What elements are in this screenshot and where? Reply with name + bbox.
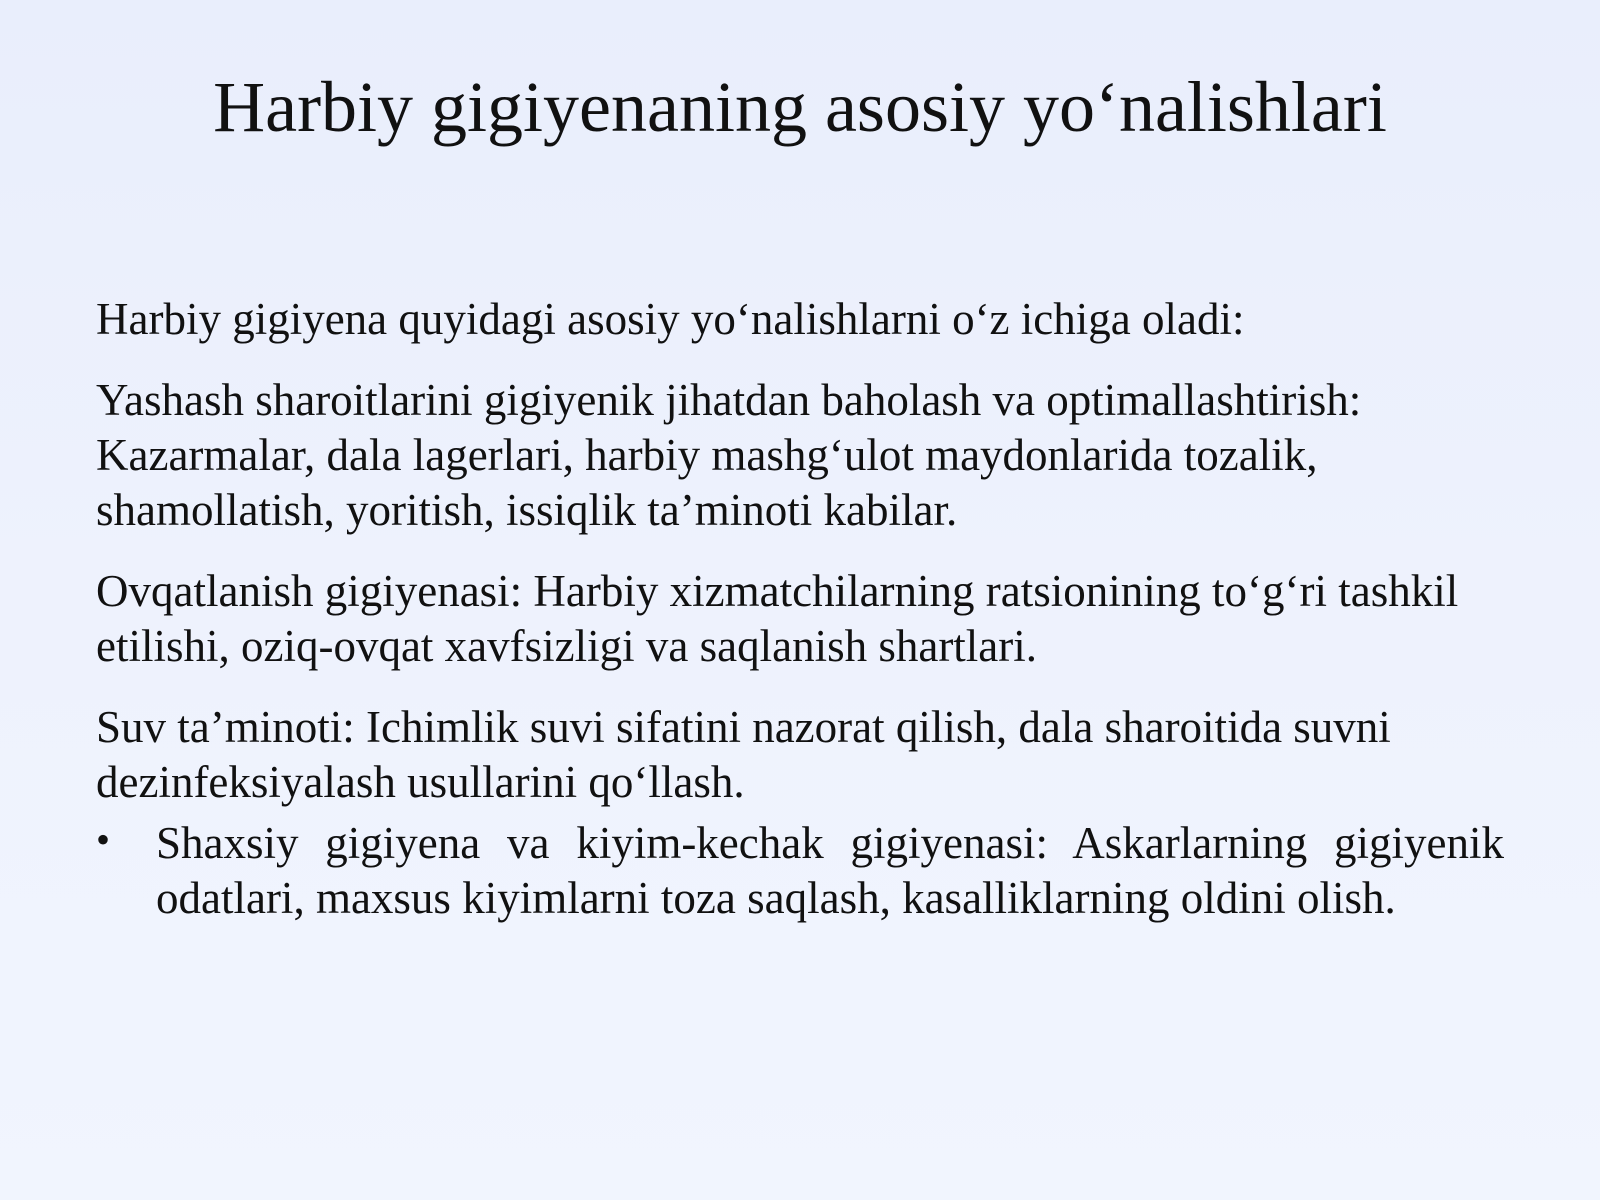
slide-title: Harbiy gigiyenaning asosiy yo‘nalishlari xyxy=(213,67,1387,147)
personal-hygiene-bullet-text: Shaxsiy gigiyena va kiyim-kechak gigiyenasi: Askarlarning gigiyenik odatlari, maxsus kiyimlarni toza saqlash, kasalliklarning oldini olish. xyxy=(156,818,1504,923)
bullet-list-item xyxy=(96,816,1504,926)
nutrition-paragraph: Ovqatlanish gigiyenasi: Harbiy xizmatchilarning ratsionining to‘g‘ri tashkil etilishi, oziq-ovqat xavfsizligi va saqlanish shartlari. xyxy=(96,566,1459,671)
bullet-marker: • xyxy=(96,817,111,862)
water-supply-paragraph: Suv ta’minoti: Ichimlik suvi sifatini nazorat qilish, dala sharoitida suvni dezinfeksiyalash usullarini qo‘llash. xyxy=(96,702,1391,807)
living-conditions-paragraph: Yashash sharoitlarini gigiyenik jihatdan baholash va optimallashtirish: Kazarmalar, dala lagerlari, harbiy mashg‘ulot maydonlarida tozalik, shamollatish, yoritish, issiqlik ta’minoti kabilar. xyxy=(96,375,1362,535)
intro-paragraph: Harbiy gigiyena quyidagi asosiy yo‘nalishlarni o‘z ichiga oladi: xyxy=(96,294,1245,344)
slide-body xyxy=(96,292,1504,926)
